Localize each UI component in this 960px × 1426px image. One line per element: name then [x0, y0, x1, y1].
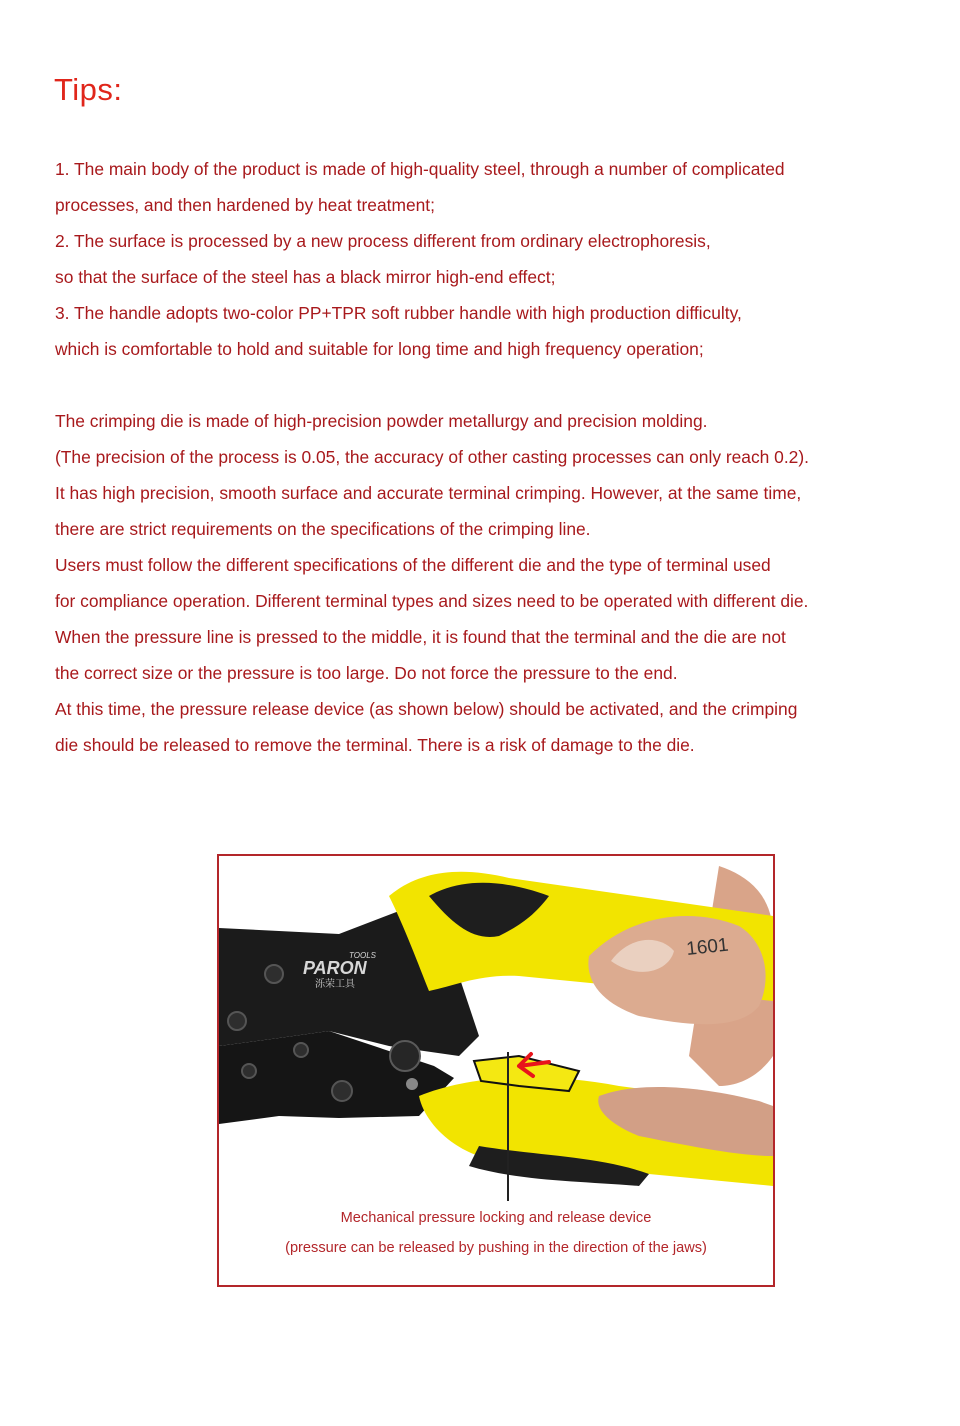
text-line: It has high precision, smooth surface and accurate terminal crimping. However, at the same time, [55, 483, 802, 503]
text-line: Users must follow the different specifications of the different die and the type of terminal used [55, 555, 771, 575]
text-line: die should be released to remove the terminal. There is a risk of damage to the die. [55, 735, 695, 755]
text-line: there are strict requirements on the specifications of the crimping line. [55, 519, 591, 539]
brand-logo-small: TOOLS [349, 951, 376, 960]
rivet [228, 1012, 246, 1030]
figure-caption-title: Mechanical pressure locking and release device [340, 1210, 652, 1226]
text-line: for compliance operation. Different terminal types and sizes need to be operated with different die. [55, 591, 809, 611]
product-features-paragraph [55, 151, 935, 367]
text-line: At this time, the pressure release device (as shown below) should be activated, and the crimping [55, 699, 798, 719]
text-line: so that the surface of the steel has a black mirror high-end effect; [55, 267, 556, 287]
screw-head [406, 1078, 418, 1090]
die-screw [390, 1041, 420, 1071]
text-line: (The precision of the process is 0.05, the accuracy of other casting processes can only reach 0.2). [55, 447, 809, 467]
text-line: the correct size or the pressure is too large. Do not force the pressure to the end. [55, 663, 678, 683]
crimping-tool-photo [217, 854, 775, 1287]
rivet [294, 1043, 308, 1057]
text-line: 1. The main body of the product is made of high-quality steel, through a number of complicated [55, 159, 785, 179]
text-line: The crimping die is made of high-precision powder metallurgy and precision molding. [55, 411, 708, 431]
rivet [242, 1064, 256, 1078]
brand-logo-chinese: 泺荣工具 [315, 979, 355, 990]
page-title: Tips: [54, 72, 123, 107]
handle-marking: 1601 [685, 934, 730, 960]
figure-caption-note: (pressure can be released by pushing in the direction of the jaws) [285, 1240, 707, 1256]
rivet [265, 965, 283, 983]
text-line: 2. The surface is processed by a new process different from ordinary electrophoresis, [55, 231, 711, 251]
text-line: processes, and then hardened by heat treatment; [55, 195, 435, 215]
tips-text [55, 151, 935, 763]
crimping-die-paragraph [55, 403, 935, 763]
text-line: When the pressure line is pressed to the middle, it is found that the terminal and the die are not [55, 627, 786, 647]
rivet [332, 1081, 352, 1101]
text-line: 3. The handle adopts two-color PP+TPR soft rubber handle with high production difficulty, [55, 303, 742, 323]
paragraph-spacer [55, 367, 935, 403]
text-line: which is comfortable to hold and suitable for long time and high frequency operation; [55, 339, 704, 359]
brand-logo: PARON [303, 958, 367, 978]
